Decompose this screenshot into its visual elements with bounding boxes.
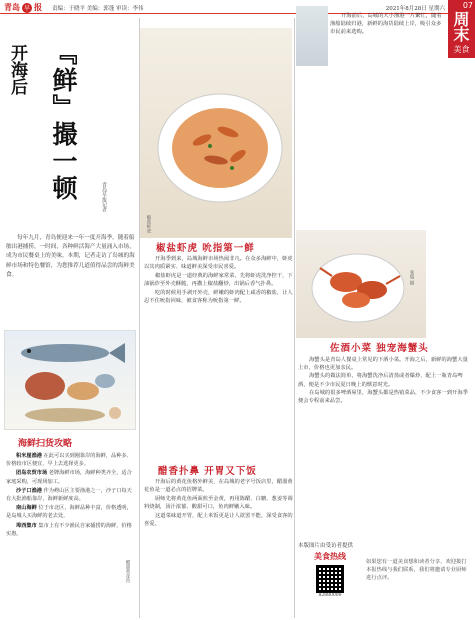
paragraph: 厨师先将黄花鱼两面煎至金黄，再用陈醋、白糖、葱姜等调料烧制，汤汁浓郁、酸甜可口，鱼肉鲜嫩入味。 xyxy=(144,495,293,511)
dish-drawing xyxy=(140,28,292,238)
reporter-credit: 青岛早报记者 xyxy=(101,182,107,212)
issue-date: 2021年8月28日 星期六 xyxy=(385,6,445,12)
shopping-guide xyxy=(6,452,136,539)
paragraph: 海蟹头的做法简单，将海蟹洗净后清蒸或者爆炒，配上一瓶青岛啤酒，便是不少市民夏日晚上的惬意时光。 xyxy=(298,373,463,388)
qr-code-icon[interactable] xyxy=(316,565,344,593)
fishing-boat-photo xyxy=(296,6,328,66)
section-label-main: 周末 xyxy=(453,10,470,44)
paragraph: 在岛城的很多啤酒屋里，海蟹头都是热销菜品，不少食客一到开海季便会专程前来品尝。 xyxy=(298,389,468,405)
hotline-text: 如果您有一道美食想和读者分享，欢迎拨打本报热线与我们联系，我们将邀请专业厨师进行点评。 xyxy=(366,559,467,581)
crab-drawing xyxy=(296,230,426,338)
masthead xyxy=(4,2,42,13)
dish-photo-shrimp xyxy=(140,28,292,238)
article-right-top: 开海前后，岛城的大小渔港一片繁忙，随着渔船陆续归港，新鲜的海货陆续上岸，吸引众多市民前来选购。 xyxy=(330,13,442,36)
article-crab xyxy=(298,356,470,405)
headline-prefix: 开海后 xyxy=(7,44,27,95)
hotline-box xyxy=(300,550,360,608)
column-divider xyxy=(294,18,295,618)
dish-photo-crab xyxy=(296,230,426,338)
guide-item xyxy=(6,469,136,485)
photo-caption: 醋溜黄花鱼 xyxy=(125,560,130,583)
paragraph: 吃的时候用手剥开外壳，鲜嫩的虾肉配上咸香的椒盐，让人忍不住吮指回味，被食客称为吮指第一鲜。 xyxy=(144,289,293,305)
guide-item xyxy=(6,504,136,520)
guide-item-name: 沙子口渔港 xyxy=(16,487,42,494)
guide-item-text: 作为崂山区主要渔港之一，沙子口每天有大批渔船靠岸，海鲜新鲜度高。 xyxy=(6,487,132,503)
intro-paragraph: 每年九月，青岛便迎来一年一度开海季，随着船舶出港捕捞，一时间，各种鲜活海产大量涌入市场，成为市民餐桌上的美味。本期，记者走访了岛城的海鲜市场和特色餐馆，为您推荐几道值得品尝的海鲜美食。 xyxy=(6,235,135,278)
section-label-tag: 美食 xyxy=(453,45,470,54)
guide-item-name: 积米崖渔港 xyxy=(16,453,42,459)
page-number: 07 xyxy=(462,1,473,10)
guide-item xyxy=(6,487,136,503)
subheading-fish: 醋香扑鼻 开胃又下饭 xyxy=(158,466,257,477)
guide-item-text: 集市上有不少渔民自家捕捞的海鲜，价格实惠。 xyxy=(6,522,132,537)
guide-title: 海鲜扫货攻略 xyxy=(18,439,73,449)
editor-credits: 责编：于晓平 美编：郭蓬 审读：李伟 xyxy=(52,6,144,12)
guide-item-name: 南山海鲜 xyxy=(16,505,37,512)
guide-item-text: 位于市北区，海鲜品种丰富，价格透明，是岛城人买海鲜的老去处。 xyxy=(6,505,132,520)
photo-caption: 椒盐虾虎 xyxy=(146,215,151,233)
subheading-shrimp: 椒盐虾虎 吮指第一鲜 xyxy=(156,243,255,254)
seafood-illustration xyxy=(4,330,136,430)
masthead-suffix: 报 xyxy=(34,3,42,12)
masthead-text: 青岛 xyxy=(4,3,20,12)
guide-item-text: 在此可以买到刚靠岸的海鲜，品种多、价格较市区便宜，早上去选择更多。 xyxy=(6,453,132,468)
headline-main: 『鲜』撮一顿 xyxy=(49,40,78,202)
guide-item xyxy=(6,522,136,538)
section-label xyxy=(448,0,475,58)
masthead-badge: 早 xyxy=(22,3,32,13)
article-shrimp xyxy=(144,255,294,305)
photo-credit: 张瑞 摄 xyxy=(409,270,414,285)
paragraph: 开海季到来，岛城海鲜市场热闹非凡。在众多海鲜中，虾虎以其肉质紧实、味道鲜美深受市民喜爱。 xyxy=(144,256,293,271)
subheading-crab: 佐酒小菜 独宠海蟹头 xyxy=(330,343,429,354)
hotline-number: 82880000 xyxy=(318,593,342,598)
paragraph: 这道菜味道开胃，配上米饭更是让人欲罢不能，深受食客的喜爱。 xyxy=(144,512,293,528)
guide-item xyxy=(6,452,136,468)
guide-item-text: 老牌海鲜市场，海鲜种类齐全，适合家庭采购，可现场加工。 xyxy=(6,470,132,485)
guide-item-name: 埠西集市 xyxy=(16,522,37,529)
paragraph: 海蟹头是青岛人餐桌上常见的下酒小菜。开海之后，新鲜的海蟹大量上市，价格也更加亲民。 xyxy=(298,357,468,372)
photo-note: 本版图片由受访者提供 xyxy=(298,543,354,549)
article-fish xyxy=(144,478,294,528)
guide-item-name: 团岛农贸市场 xyxy=(16,470,48,477)
paragraph: 椒盐虾虎是一道经典的海鲜家常菜，先将虾虎洗净控干，下油锅炸至外壳酥脆，再撒上椒盐翻炒，出锅后香气扑鼻。 xyxy=(144,272,293,288)
paragraph: 开海后的黄花鱼格外鲜美，在岛城的老字号饭店里，醋溜黄花鱼是一道必点的招牌菜。 xyxy=(144,479,293,494)
seafood-drawing xyxy=(5,331,136,430)
hotline-label: 美食热线 xyxy=(314,552,346,561)
